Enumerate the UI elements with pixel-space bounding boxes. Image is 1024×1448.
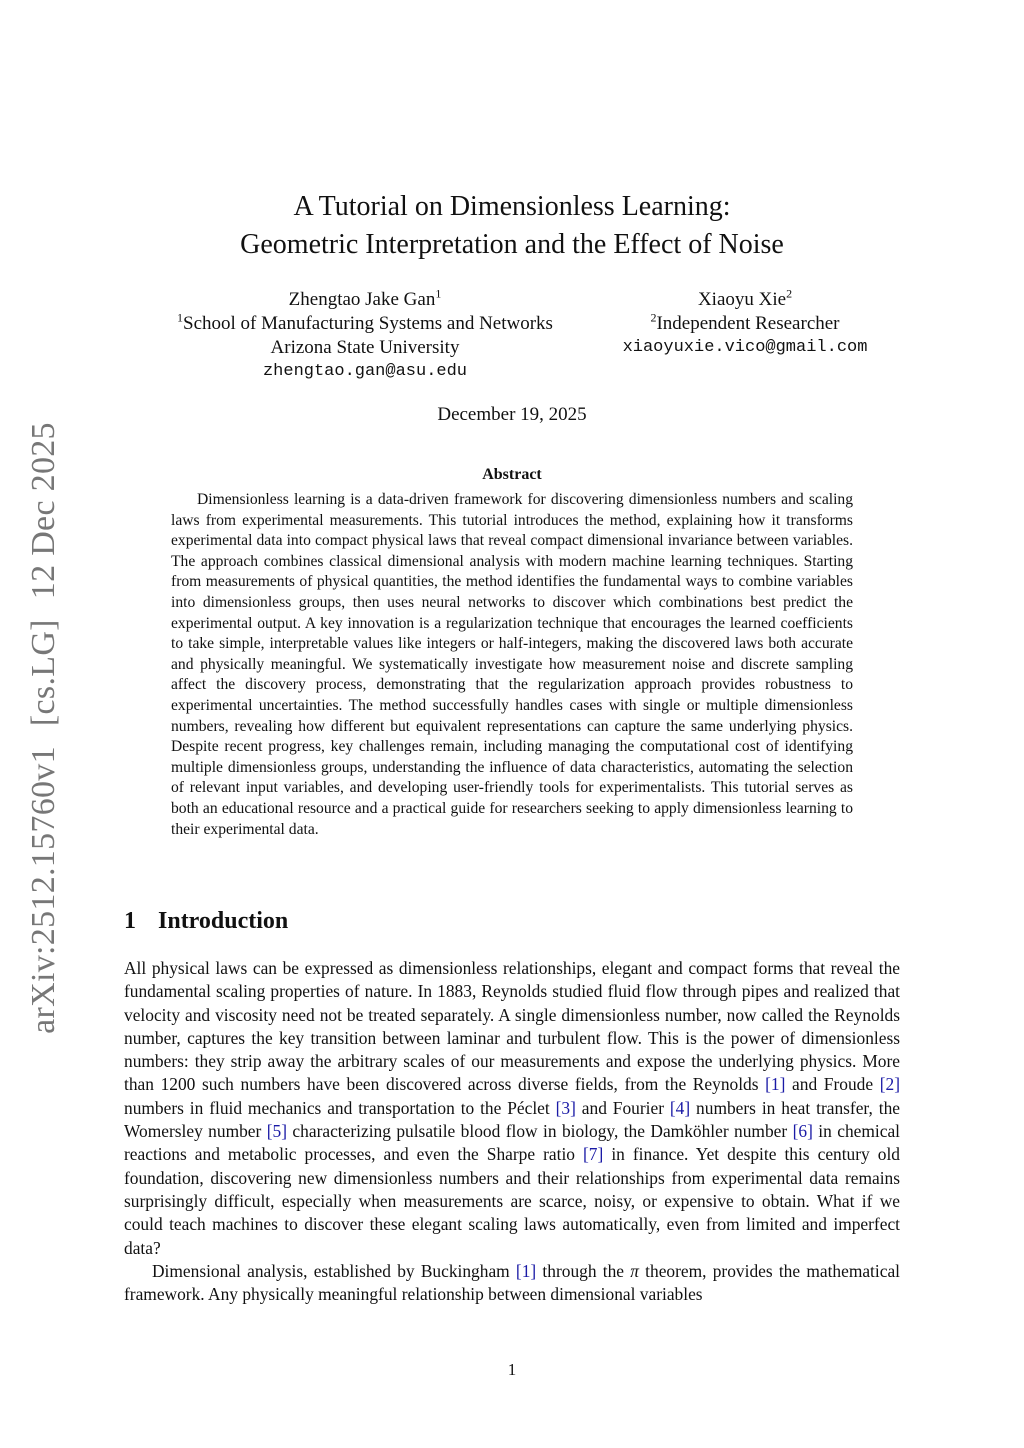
citation-link[interactable]: [7] bbox=[583, 1144, 604, 1165]
arxiv-date: 12 Dec 2025 bbox=[25, 422, 62, 600]
section-number: 1 bbox=[124, 908, 136, 934]
author-block-1 bbox=[140, 288, 590, 384]
author-block-2 bbox=[600, 288, 890, 360]
author-email[interactable]: xiaoyuxie.vico@gmail.com bbox=[622, 338, 868, 357]
arxiv-identifier-stamp bbox=[25, 412, 63, 1044]
citation-link[interactable]: [2] bbox=[879, 1074, 900, 1095]
author-name: Xiaoyu Xie$^2$ bbox=[697, 286, 793, 310]
pi-symbol: π bbox=[630, 1260, 639, 1281]
introduction-body bbox=[124, 957, 900, 1306]
citation-link[interactable]: [1] bbox=[515, 1260, 537, 1281]
title-line-2: Geometric Interpretation and the Effect of Noise bbox=[240, 229, 784, 260]
paper-title bbox=[0, 188, 1024, 264]
abstract-text: Dimensionless learning is a data-driven framework for discovering dimensionless numbers and scaling laws from experimental measurements. This tutorial introduces the method, explaining how it transforms experimental data into compact physical laws that reveal compact dimensional invariance between variables. The approach combines classical dimensional analysis with modern machine learning techniques. Starting from measurements of physical quantities, the method identifies the fundamental ways to combine variables into dimensionless groups, then uses neural networks to discover which combinations best predict the experimental output. A key innovation is a regularization technique that encourages the learned coefficients to take simple, interpretable values like integers or half-integers, making the discovered laws both accurate and physically meaningful. We systematically investigate how measurement noise and discrete sampling affect the discovery process, demonstrating that the regularization approach provides robustness to experimental uncertainties. The method successfully handles cases with single or multiple dimensionless numbers, revealing how different but equivalent representations can capture the same underlying physics. Despite recent progress, key challenges remain, including managing the computational cost of identifying multiple dimensionless groups, understanding the influence of data characteristics, automating the selection of relevant input variables, and developing user-friendly tools for experimentalists. This tutorial serves as both an educational resource and a practical guide for researchers seeking to apply dimensionless learning to their experimental data. bbox=[171, 491, 853, 838]
author-affiliation: $^1$School of Manufacturing Systems and Networks bbox=[177, 310, 553, 334]
title-line-1: A Tutorial on Dimensionless Learning: bbox=[293, 191, 731, 222]
abstract-heading: Abstract bbox=[482, 466, 542, 483]
citation-link[interactable]: [3] bbox=[555, 1097, 576, 1118]
citation-link[interactable]: [4] bbox=[669, 1097, 691, 1118]
citation-link[interactable]: [1] bbox=[765, 1074, 786, 1095]
page-number: 1 bbox=[507, 1360, 517, 1379]
author-name: Zhengtao Jake Gan$^1$ bbox=[288, 286, 442, 310]
paragraph: All physical laws can be expressed as dimensionless relationships, elegant and compact forms that reveal the fundamental scaling properties of nature. In 1883, Reynolds studied fluid flow through pipes and realized that velocity and viscosity need not be treated separately. A single dimensionless number, now called the Reynolds number, captures the key transition between laminar and turbulent flow. This is the power of dimensionless numbers: they strip away the arbitrary scales of our measurements and expose the underlying physics. More than 1200 such numbers have been discovered across diverse fields, from the Reynolds [1] and Froude [2] numbers in fluid mechanics and transportation to the Péclet [3] and Fourier [4] numbers in heat transfer, the Womersley number [5] characterizing pulsatile blood flow in biology, the Damköhler number [6] in chemical reactions and metabolic processes, and even the Sharpe ratio [7] in finance. Yet despite this century old foundation, discovering new dimensionless numbers and their relationships from experimental data remains surprisingly difficult, especially when measurements are scarce, noisy, or expensive to obtain. What if we could teach machines to discover these elegant scaling laws automatically, even from limited and imperfect data? bbox=[124, 958, 901, 1258]
paragraph: Dimensional analysis, established by Buckingham [1] through the π theorem, provides the mathematical framework. Any physically meaningful relationship between dimensional variables bbox=[124, 1260, 900, 1305]
author-email[interactable]: zhengtao.gan@asu.edu bbox=[262, 362, 468, 381]
citation-link[interactable]: [5] bbox=[266, 1121, 288, 1142]
citation-link[interactable]: [6] bbox=[792, 1121, 813, 1142]
section-heading-introduction bbox=[124, 908, 288, 935]
arxiv-category: [cs.LG] bbox=[25, 619, 62, 727]
author-affiliation: $^2$Independent Researcher bbox=[650, 310, 840, 334]
paper-date: December 19, 2025 bbox=[437, 404, 587, 425]
section-title: Introduction bbox=[158, 908, 289, 934]
author-institution: Arizona State University bbox=[270, 337, 460, 358]
arxiv-id: arXiv:2512.15760v1 bbox=[25, 746, 62, 1034]
